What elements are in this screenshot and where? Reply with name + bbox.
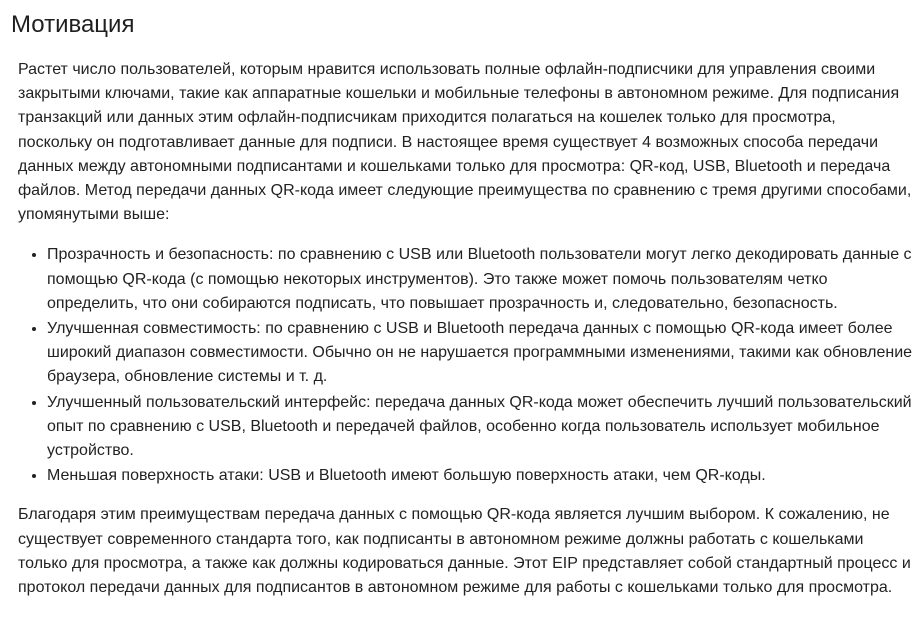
list-item: • Прозрачность и безопасность: по сравнению с USB или Bluetooth пользователи могут легко декодировать данные с помощью QR-кода (с помощью некоторых инструментов). Это также может помочь пользователям четко определить, что они собираются подписать, что повышает прозрачность и, следовательно, безопасность. [47, 242, 914, 316]
advantages-list [18, 242, 914, 488]
section-title: Мотивация [11, 11, 135, 38]
section-body [18, 58, 914, 600]
conclusion-paragraph: Благодаря этим преимуществам передача данных с помощью QR-кода является лучшим выбором. К сожалению, не существует современного стандарта того, как подписанты в автономном режиме должны работать с кошельками только для просмотра, а также как должны кодироваться данные. Этот EIP представляет собой стандартный процесс и протокол передачи данных для подписантов в автономном режиме для работы с кошельками только для просмотра. [18, 506, 911, 597]
list-item: • Улучшенная совместимость: по сравнению с USB и Bluetooth передача данных с помощью QR-кода имеет более широкий диапазон совместимости. Обычно он не нарушается программными изменениями, такими как обновление браузера, обновление системы и т. д. [47, 316, 914, 390]
intro-paragraph: Растет число пользователей, которым нравится использовать полные офлайн-подписчики для управления своими закрытыми ключами, такие как аппаратные кошельки и мобильные телефоны в автономном режиме. Для подписания транзакций или данных этим офлайн-подписчикам приходится полагаться на кошелек только для просмотра, поскольку он подготавливает данные для подписи. В настоящее время существует 4 возможных способа передачи данных между автономными подписантами и кошельками только для просмотра: QR-код, USB, Bluetooth и передача файлов. Метод передачи данных QR-кода имеет следующие преимущества по сравнению с тремя другими способами, упомянутыми выше: [18, 61, 912, 224]
list-item: • Меньшая поверхность атаки: USB и Bluetooth имеют большую поверхность атаки, чем QR-коды. [47, 463, 914, 488]
list-item: • Улучшенный пользовательский интерфейс: передача данных QR-кода может обеспечить лучший пользовательский опыт по сравнению с USB, Bluetooth и передачей файлов, особенно когда пользователь использует мобильное устройство. [47, 390, 914, 464]
